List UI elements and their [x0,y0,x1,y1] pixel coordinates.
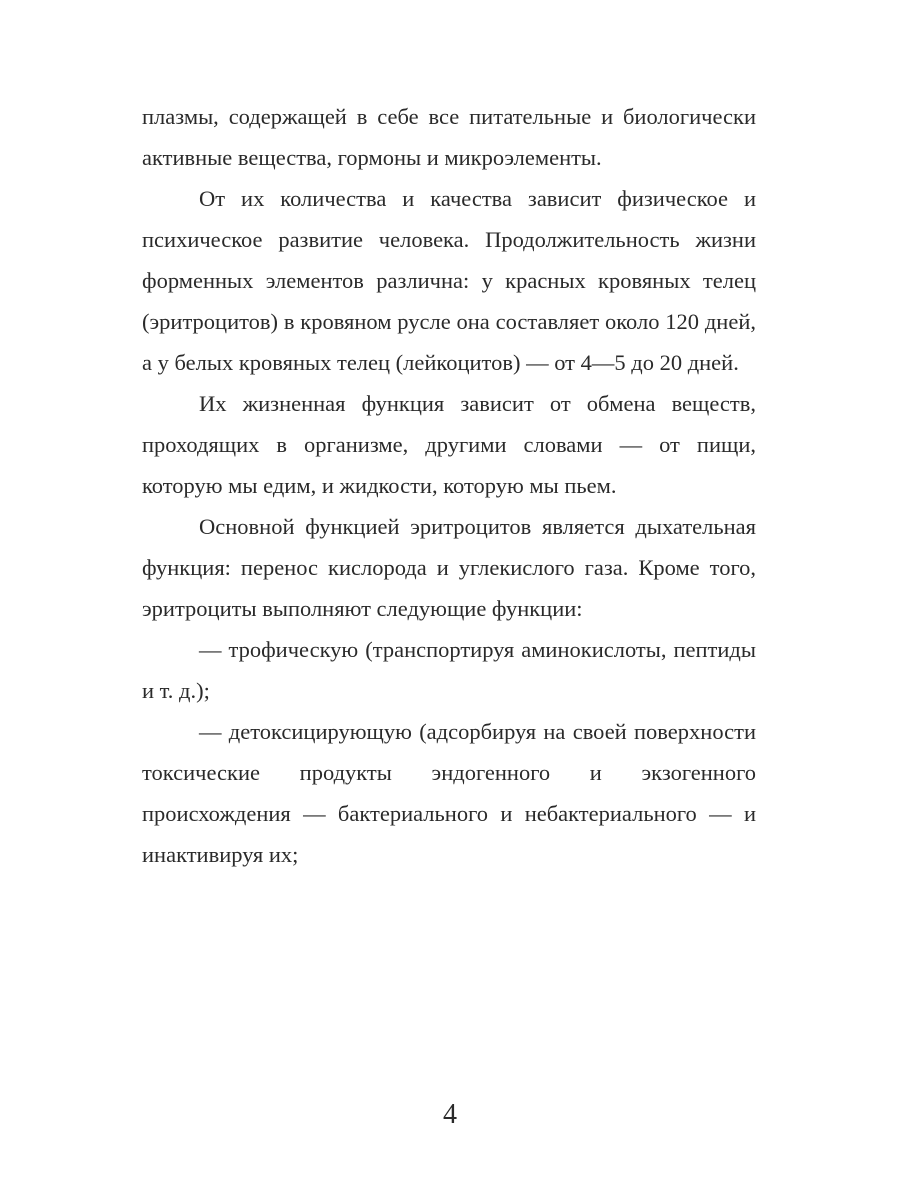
page-number: 4 [443,1099,457,1130]
list-item-trophic: — трофическую (транспортируя аминокислоты, пептиды и т. д.); [142,637,756,703]
paragraph-plasma: плазмы, содержащей в себе все питательные и биологически активные вещества, гормоны и микроэлементы. [142,104,756,170]
paragraph-erythrocyte-function: Основной функцией эритроцитов является дыхательная функция: перенос кислорода и углекислого газа. Кроме того, эритроциты выполняют следующие функции: [142,514,756,621]
paragraph-metabolism: Их жизненная функция зависит от обмена веществ, проходящих в организме, другими словами — от пищи, которую мы едим, и жидкости, которую мы пьем. [142,391,756,498]
paragraph-development: От их количества и качества зависит физическое и психическое развитие человека. Продолжительность жизни форменных элементов различна: у красных кровяных телец (эритроцитов) в кровяном русле она составляет около 120 дней, а у белых кровяных телец (лейкоцитов) — от 4—5 до 20 дней. [142,186,756,375]
list-item-detoxifying: — детоксицирующую (адсорбируя на своей поверхности токсические продукты эндогенного и экзогенного происхождения — бактериального и небактериального — и инактивируя их; [142,719,756,867]
page-body [142,96,756,875]
